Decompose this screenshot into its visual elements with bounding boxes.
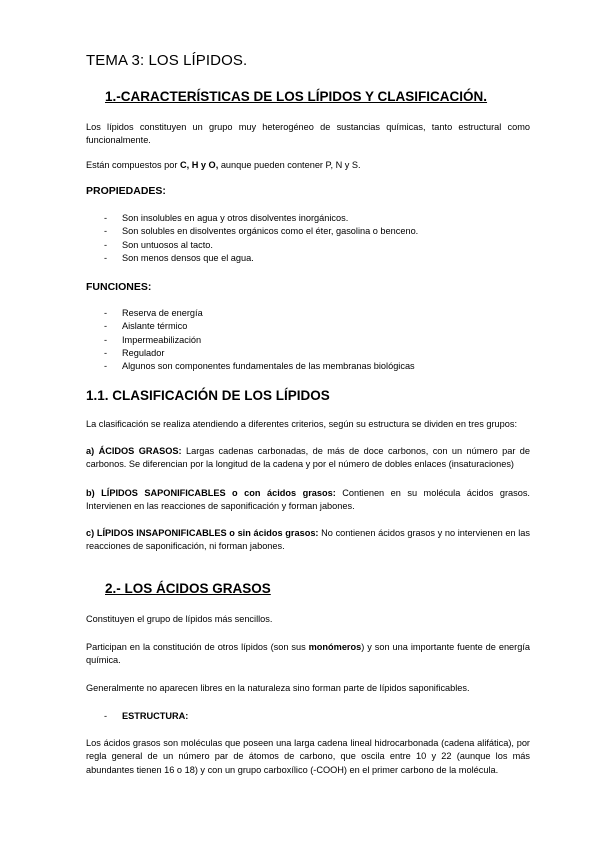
document-page: TEMA 3: LOS LÍPIDOS. 1.-CARACTERÍSTICAS DE LOS LÍPIDOS Y CLASIFICACIÓN. Los lípidos constituyen un grupo muy heterogéneo de sustancias químicas, tanto estructural como funcionalmente. Están compuestos por C, H y O, aunque pueden contener P, N y S. PROPIEDADES: - Son insolubles en agua y otros disolventes inorgánicos. - Son solubles en disolventes orgánicos como el éter, gasolina o benceno. - Son untuosos al tacto. - Son menos densos que el agua. FUNCIONES: - Reserva de energía - Aislante térmico - Impermeabilización - Regulador - Algunos son componentes fundamentales de las membranas biológicas 1.1. CLASIFICACIÓN DE LOS LÍPIDOS La clasificación se realiza atendiendo a diferentes criterios, según su estructura se dividen en tres grupos: a) ÁCIDOS GRASOS: Largas cadenas carbonadas, de más de doce carbonos, con un número par de carbonos. Se diferencian por la longitud de la cadena y por el número de dobles enlaces (insaturaciones) b) LÍPIDOS SAPONIFICABLES o con ácidos grasos: Contienen en su molécula ácidos grasos. Intervienen en las reacciones de saponificación y forman jabones. c) LÍPIDOS INSAPONIFICABLES o sin ácidos grasos: No contienen ácidos grasos y no intervienen en las reacciones de saponificación, ni forman jabones. 2.- LOS ÁCIDOS GRASOS Constituyen el grupo de lípidos más sencillos. Participan en la constitución de otros lípidos (son sus monómeros) y son una importante fuente de energía química. Generalmente no aparecen libres en la naturaleza sino forman parte de lípidos saponificables. - ESTRUCTURA: Los ácidos grasos son moléculas que poseen una larga cadena lineal hidrocarbonada (cadena alifática), por regla general de un número par de átomos de carbono, que oscila entre 10 y 22 (aunque los más abundantes tienen 16 o 18) y con un grupo carboxílico (-COOH) en el primer carbono de la molécula. <box>0 0 600 848</box>
fatty-acids-paragraph-3: Generalmente no aparecen libres en la naturaleza sino forman parte de lípidos saponificables. <box>86 683 470 693</box>
section-1-1-heading: 1.1. CLASIFICACIÓN DE LOS LÍPIDOS <box>86 388 330 403</box>
topic-title: TEMA 3: LOS LÍPIDOS. <box>86 52 248 69</box>
classification-item-c: c) LÍPIDOS INSAPONIFICABLES o sin ácidos grasos: No contienen ácidos grasos y no intervienen en las reacciones de saponificación, ni forman jabones. <box>86 528 530 552</box>
composition-paragraph: Están compuestos por C, H y O, aunque pueden contener P, N y S. <box>86 160 361 170</box>
classification-item-b: b) LÍPIDOS SAPONIFICABLES o con ácidos grasos: Contienen en su molécula ácidos grasos. Intervienen en las reacciones de saponificación y forman jabones. <box>86 488 530 512</box>
functions-heading: FUNCIONES: <box>86 281 152 293</box>
section-2-heading: 2.- LOS ÁCIDOS GRASOS <box>105 581 271 596</box>
fatty-acids-paragraph-1: Constituyen el grupo de lípidos más sencillos. <box>86 614 273 624</box>
section-1-heading: 1.-CARACTERÍSTICAS DE LOS LÍPIDOS Y CLASIFICACIÓN. <box>105 89 488 104</box>
fatty-acids-structure-paragraph: Los ácidos grasos son moléculas que poseen una larga cadena lineal hidrocarbonada (cadena alifática), por regla general de un número par de átomos de carbono, que oscila entre 10 y 22 (aunque los más abundantes tienen 16 o 18) y con un grupo carboxílico (-COOH) en el primer carbono de la molécula. <box>86 738 530 775</box>
fatty-acids-paragraph-2: Participan en la constitución de otros lípidos (son sus monómeros) y son una importante fuente de energía química. <box>86 642 530 666</box>
classification-intro: La clasificación se realiza atendiendo a diferentes criterios, según su estructura se dividen en tres grupos: <box>86 419 518 429</box>
section-1-intro: Los lípidos constituyen un grupo muy heterogéneo de sustancias químicas, tanto estructural como funcionalmente. <box>86 122 530 146</box>
classification-item-a: a) ÁCIDOS GRASOS: Largas cadenas carbonadas, de más de doce carbonos, con un número par de carbonos. Se diferencian por la longitud de la cadena y por el número de dobles enlaces (insaturaciones) <box>86 446 530 470</box>
properties-heading: PROPIEDADES: <box>86 185 166 197</box>
structure-heading: - ESTRUCTURA: <box>104 711 189 721</box>
